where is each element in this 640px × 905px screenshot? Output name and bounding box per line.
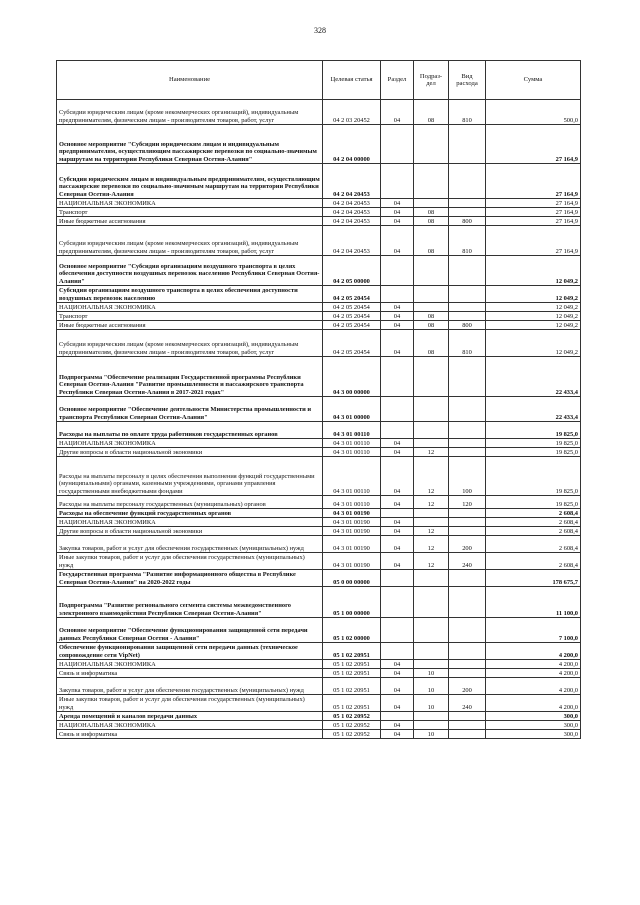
cell-name: Закупка товаров, работ и услуг для обеспечения государственных (муниципальных) нужд xyxy=(57,678,323,695)
cell-name: НАЦИОНАЛЬНАЯ ЭКОНОМИКА xyxy=(57,721,323,730)
cell-expense-type: 200 xyxy=(449,536,486,553)
cell-expense-type: 810 xyxy=(449,100,486,125)
cell-sum: 22 433,4 xyxy=(486,357,581,397)
cell-name: Иные закупки товаров, работ и услуг для обеспечения государственных (муниципальных) нужд xyxy=(57,695,323,712)
cell-expense-type xyxy=(449,570,486,587)
cell-sum: 27 164,9 xyxy=(486,199,581,208)
cell-expense-type xyxy=(449,587,486,618)
cell-name: НАЦИОНАЛЬНАЯ ЭКОНОМИКА xyxy=(57,660,323,669)
cell-subsection: 10 xyxy=(414,695,449,712)
cell-subsection xyxy=(414,397,449,422)
table-body xyxy=(57,100,581,739)
cell-sum: 11 100,0 xyxy=(486,587,581,618)
table-row xyxy=(57,321,581,330)
cell-target: 04 2 05 20454 xyxy=(323,312,381,321)
cell-name: Связь и информатика xyxy=(57,669,323,678)
cell-sum: 2 608,4 xyxy=(486,527,581,536)
budget-table xyxy=(56,60,581,739)
cell-target: 04 2 04 20453 xyxy=(323,217,381,226)
cell-section: 04 xyxy=(381,303,414,312)
cell-sum: 12 049,2 xyxy=(486,312,581,321)
cell-target: 05 1 02 20951 xyxy=(323,669,381,678)
table-row xyxy=(57,721,581,730)
cell-section xyxy=(381,422,414,439)
table-row xyxy=(57,553,581,570)
cell-sum: 300,0 xyxy=(486,721,581,730)
table-row xyxy=(57,695,581,712)
table-row xyxy=(57,217,581,226)
table-row xyxy=(57,208,581,217)
cell-sum: 12 049,2 xyxy=(486,286,581,303)
cell-section: 04 xyxy=(381,100,414,125)
cell-expense-type xyxy=(449,286,486,303)
cell-sum: 2 608,4 xyxy=(486,536,581,553)
header-expense-type: Вид расхода xyxy=(449,61,486,100)
cell-target: 04 3 01 00110 xyxy=(323,439,381,448)
cell-expense-type xyxy=(449,712,486,721)
cell-expense-type xyxy=(449,439,486,448)
cell-sum: 19 825,0 xyxy=(486,422,581,439)
cell-sum: 300,0 xyxy=(486,712,581,721)
cell-target: 04 2 05 00000 xyxy=(323,256,381,286)
cell-sum: 2 608,4 xyxy=(486,518,581,527)
cell-sum: 300,0 xyxy=(486,730,581,739)
table-row xyxy=(57,164,581,199)
cell-name: Основное мероприятие "Обеспечение функционирования защищенной сети передачи данных Республики Северная Осетия - Алания" xyxy=(57,618,323,643)
cell-name: Основное мероприятие "Субсидии юридическим лицам и индивидуальным предпринимателям, осуществляющим пассажирские перевозки по социально-значимым маршрутам на территории Республики Северная Осетия-Алания" xyxy=(57,125,323,164)
cell-target: 04 2 04 20453 xyxy=(323,199,381,208)
cell-expense-type xyxy=(449,721,486,730)
cell-subsection xyxy=(414,422,449,439)
table-row xyxy=(57,457,581,496)
cell-sum: 27 164,9 xyxy=(486,164,581,199)
table-row xyxy=(57,357,581,397)
cell-name: Подпрограмма "Обеспечение реализации Государственной программы Республики Северная Осетия-Алания "Развитие промышленности и пассажирского транспорта Республики Северная Осетия-Алания в 2017-2021 годах" xyxy=(57,357,323,397)
cell-subsection xyxy=(414,587,449,618)
table-row xyxy=(57,730,581,739)
cell-sum: 19 825,0 xyxy=(486,439,581,448)
cell-section: 04 xyxy=(381,536,414,553)
cell-section: 04 xyxy=(381,730,414,739)
table-row xyxy=(57,536,581,553)
cell-name: Транспорт xyxy=(57,312,323,321)
cell-expense-type: 120 xyxy=(449,496,486,509)
cell-section xyxy=(381,125,414,164)
cell-subsection xyxy=(414,303,449,312)
cell-name: Расходы на выплаты персоналу в целях обеспечения выполнения функций государственными (муниципальными) органами, казенными учреждениями, органами управления государственными внебюджетными фондами xyxy=(57,457,323,496)
cell-target: 04 2 05 20454 xyxy=(323,321,381,330)
cell-subsection xyxy=(414,643,449,660)
cell-sum: 22 433,4 xyxy=(486,397,581,422)
cell-subsection: 08 xyxy=(414,330,449,357)
cell-subsection: 12 xyxy=(414,496,449,509)
cell-target: 04 3 01 00110 xyxy=(323,448,381,457)
cell-sum: 4 200,0 xyxy=(486,669,581,678)
cell-expense-type xyxy=(449,730,486,739)
cell-subsection: 08 xyxy=(414,312,449,321)
page-number: 328 xyxy=(314,26,326,35)
cell-target: 04 3 01 00190 xyxy=(323,518,381,527)
cell-name: Государственная программа "Развитие информационного общества в Республике Северная Осетия-Алания" на 2020-2022 годы xyxy=(57,570,323,587)
cell-sum: 178 675,7 xyxy=(486,570,581,587)
cell-expense-type xyxy=(449,422,486,439)
cell-section: 04 xyxy=(381,199,414,208)
table-row xyxy=(57,527,581,536)
cell-sum: 4 200,0 xyxy=(486,643,581,660)
cell-section: 04 xyxy=(381,448,414,457)
cell-name: Связь и информатика xyxy=(57,730,323,739)
cell-sum: 12 049,2 xyxy=(486,321,581,330)
cell-name: Другие вопросы в области национальной экономики xyxy=(57,527,323,536)
cell-section xyxy=(381,618,414,643)
cell-sum: 4 200,0 xyxy=(486,695,581,712)
cell-subsection xyxy=(414,570,449,587)
header-section: Раздел xyxy=(381,61,414,100)
cell-section: 04 xyxy=(381,721,414,730)
table-row xyxy=(57,397,581,422)
cell-name: НАЦИОНАЛЬНАЯ ЭКОНОМИКА xyxy=(57,303,323,312)
cell-subsection: 10 xyxy=(414,669,449,678)
cell-target: 05 1 00 00000 xyxy=(323,587,381,618)
cell-target: 04 3 01 00110 xyxy=(323,457,381,496)
cell-section: 04 xyxy=(381,439,414,448)
table-row xyxy=(57,312,581,321)
cell-target: 04 3 01 00190 xyxy=(323,536,381,553)
cell-expense-type xyxy=(449,509,486,518)
cell-sum: 27 164,9 xyxy=(486,217,581,226)
cell-subsection xyxy=(414,164,449,199)
cell-section: 04 xyxy=(381,457,414,496)
cell-name: Основное мероприятие "Обеспечение деятельности Министерства промышленности и транспорта Республики Северная Осетия-Алания" xyxy=(57,397,323,422)
header-subsection: Подраз-дел xyxy=(414,61,449,100)
cell-section: 04 xyxy=(381,660,414,669)
cell-target: 05 1 02 20952 xyxy=(323,730,381,739)
cell-target: 04 2 05 20454 xyxy=(323,286,381,303)
cell-subsection xyxy=(414,721,449,730)
cell-section: 04 xyxy=(381,695,414,712)
header-sum: Сумма xyxy=(486,61,581,100)
cell-section xyxy=(381,286,414,303)
cell-section xyxy=(381,256,414,286)
cell-subsection xyxy=(414,518,449,527)
cell-subsection xyxy=(414,439,449,448)
cell-subsection: 08 xyxy=(414,321,449,330)
cell-subsection xyxy=(414,256,449,286)
cell-subsection xyxy=(414,125,449,164)
cell-target: 05 1 02 00000 xyxy=(323,618,381,643)
cell-target: 04 3 01 00190 xyxy=(323,527,381,536)
cell-section xyxy=(381,164,414,199)
cell-subsection xyxy=(414,660,449,669)
cell-section xyxy=(381,357,414,397)
table-row xyxy=(57,669,581,678)
table-row xyxy=(57,448,581,457)
cell-expense-type: 810 xyxy=(449,330,486,357)
table-row xyxy=(57,660,581,669)
cell-expense-type xyxy=(449,527,486,536)
cell-section: 04 xyxy=(381,496,414,509)
cell-target: 04 2 04 20453 xyxy=(323,164,381,199)
cell-expense-type xyxy=(449,660,486,669)
cell-target: 04 2 04 20453 xyxy=(323,226,381,256)
cell-name: Подпрограмма "Развитие регионального сегмента системы межведомственного электронного взаимодействия Республики Северная Осетия-Алания" xyxy=(57,587,323,618)
cell-target: 04 3 01 00110 xyxy=(323,496,381,509)
cell-expense-type xyxy=(449,312,486,321)
table-row xyxy=(57,303,581,312)
cell-target: 05 1 02 20952 xyxy=(323,721,381,730)
table-row xyxy=(57,125,581,164)
cell-name: Транспорт xyxy=(57,208,323,217)
cell-sum: 12 049,2 xyxy=(486,256,581,286)
table-row xyxy=(57,618,581,643)
cell-section: 04 xyxy=(381,208,414,217)
cell-subsection: 08 xyxy=(414,226,449,256)
table-row xyxy=(57,587,581,618)
cell-target: 04 2 05 20454 xyxy=(323,330,381,357)
cell-subsection: 08 xyxy=(414,208,449,217)
cell-section: 04 xyxy=(381,518,414,527)
cell-expense-type xyxy=(449,208,486,217)
cell-name: Другие вопросы в области национальной экономики xyxy=(57,448,323,457)
cell-sum: 2 608,4 xyxy=(486,553,581,570)
cell-name: Расходы на выплаты по оплате труда работников государственных органов xyxy=(57,422,323,439)
cell-name: НАЦИОНАЛЬНАЯ ЭКОНОМИКА xyxy=(57,439,323,448)
cell-section xyxy=(381,397,414,422)
cell-name: Иные бюджетные ассигнования xyxy=(57,217,323,226)
cell-name: Аренда помещений и каналов передачи данных xyxy=(57,712,323,721)
table-row xyxy=(57,286,581,303)
cell-sum: 12 049,2 xyxy=(486,330,581,357)
cell-name: Основное мероприятие "Субсидия организациям воздушного транспорта в целях обеспечения доступности воздушных перевозок населению Республики Северная Осетия-Алания" xyxy=(57,256,323,286)
cell-expense-type xyxy=(449,669,486,678)
cell-expense-type xyxy=(449,357,486,397)
cell-subsection xyxy=(414,286,449,303)
table-row xyxy=(57,439,581,448)
cell-name: Расходы на обеспечение функций государственных органов xyxy=(57,509,323,518)
cell-sum: 4 200,0 xyxy=(486,678,581,695)
cell-expense-type: 800 xyxy=(449,217,486,226)
cell-section: 04 xyxy=(381,226,414,256)
cell-expense-type: 200 xyxy=(449,678,486,695)
table-row xyxy=(57,518,581,527)
cell-expense-type xyxy=(449,125,486,164)
cell-subsection: 12 xyxy=(414,527,449,536)
header-name: Наименование xyxy=(57,61,323,100)
cell-section xyxy=(381,643,414,660)
cell-expense-type xyxy=(449,448,486,457)
cell-sum: 19 825,0 xyxy=(486,448,581,457)
cell-sum: 27 164,9 xyxy=(486,125,581,164)
cell-name: НАЦИОНАЛЬНАЯ ЭКОНОМИКА xyxy=(57,199,323,208)
cell-expense-type xyxy=(449,256,486,286)
cell-sum: 2 608,4 xyxy=(486,509,581,518)
cell-expense-type: 240 xyxy=(449,695,486,712)
cell-target: 04 2 05 20454 xyxy=(323,303,381,312)
cell-subsection: 08 xyxy=(414,217,449,226)
cell-name: Субсидии юридическим лицам (кроме некоммерческих организаций), индивидуальным предпринимателям, физическим лицам - производителям товаров, работ, услуг xyxy=(57,330,323,357)
cell-target: 04 3 01 00190 xyxy=(323,553,381,570)
table-row xyxy=(57,199,581,208)
cell-target: 05 1 02 20952 xyxy=(323,712,381,721)
cell-target: 05 1 02 20951 xyxy=(323,695,381,712)
cell-target: 04 3 00 00000 xyxy=(323,357,381,397)
cell-subsection: 12 xyxy=(414,536,449,553)
cell-section: 04 xyxy=(381,217,414,226)
cell-section xyxy=(381,712,414,721)
cell-name: Субсидии организациям воздушного транспорта в целях обеспечения доступности воздушных перевозок населению xyxy=(57,286,323,303)
cell-target: 04 2 03 20452 xyxy=(323,100,381,125)
cell-section: 04 xyxy=(381,321,414,330)
cell-sum: 12 049,2 xyxy=(486,303,581,312)
cell-section: 04 xyxy=(381,330,414,357)
table-row xyxy=(57,226,581,256)
table-row xyxy=(57,509,581,518)
cell-expense-type xyxy=(449,618,486,643)
cell-subsection xyxy=(414,712,449,721)
table-row xyxy=(57,496,581,509)
cell-section: 04 xyxy=(381,312,414,321)
cell-sum: 27 164,9 xyxy=(486,226,581,256)
cell-section xyxy=(381,509,414,518)
table-row xyxy=(57,100,581,125)
table-row xyxy=(57,422,581,439)
cell-name: Иные закупки товаров, работ и услуг для обеспечения государственных (муниципальных) нужд xyxy=(57,553,323,570)
cell-section: 04 xyxy=(381,669,414,678)
cell-target: 05 0 00 00000 xyxy=(323,570,381,587)
cell-name: НАЦИОНАЛЬНАЯ ЭКОНОМИКА xyxy=(57,518,323,527)
cell-target: 04 2 04 00000 xyxy=(323,125,381,164)
cell-subsection xyxy=(414,618,449,643)
cell-expense-type xyxy=(449,397,486,422)
table-row xyxy=(57,643,581,660)
cell-name: Иные бюджетные ассигнования xyxy=(57,321,323,330)
cell-sum: 19 825,0 xyxy=(486,496,581,509)
cell-target: 04 2 04 20453 xyxy=(323,208,381,217)
cell-expense-type xyxy=(449,164,486,199)
cell-subsection: 10 xyxy=(414,678,449,695)
cell-name: Обеспечение функционирования защищенной сети передачи данных (техническое сопровождение сети VipNet) xyxy=(57,643,323,660)
cell-subsection xyxy=(414,199,449,208)
cell-sum: 4 200,0 xyxy=(486,660,581,669)
cell-expense-type: 800 xyxy=(449,321,486,330)
cell-subsection xyxy=(414,509,449,518)
table-row xyxy=(57,330,581,357)
cell-section: 04 xyxy=(381,678,414,695)
cell-expense-type xyxy=(449,199,486,208)
cell-expense-type: 810 xyxy=(449,226,486,256)
cell-subsection: 10 xyxy=(414,730,449,739)
cell-subsection: 12 xyxy=(414,457,449,496)
cell-target: 04 3 01 00000 xyxy=(323,397,381,422)
cell-subsection: 12 xyxy=(414,553,449,570)
cell-name: Субсидии юридическим лицам (кроме некоммерческих организаций), индивидуальным предпринимателям, физическим лицам - производителям товаров, работ, услуг xyxy=(57,100,323,125)
cell-name: Расходы на выплаты персоналу государственных (муниципальных) органов xyxy=(57,496,323,509)
table-row xyxy=(57,712,581,721)
cell-expense-type xyxy=(449,643,486,660)
cell-target: 05 1 02 20951 xyxy=(323,678,381,695)
cell-target: 04 3 01 00190 xyxy=(323,509,381,518)
cell-expense-type xyxy=(449,303,486,312)
cell-target: 04 3 01 00110 xyxy=(323,422,381,439)
table-row xyxy=(57,678,581,695)
cell-subsection: 08 xyxy=(414,100,449,125)
cell-section xyxy=(381,570,414,587)
cell-name: Закупка товаров, работ и услуг для обеспечения государственных (муниципальных) нужд xyxy=(57,536,323,553)
cell-sum: 27 164,9 xyxy=(486,208,581,217)
cell-name: Субсидии юридическим лицам и индивидуальным предпринимателям, осуществляющим пассажирские перевозки по социально-значимым маршрутам на территории Республики Северная Осетия-Алания xyxy=(57,164,323,199)
cell-subsection: 12 xyxy=(414,448,449,457)
table-row xyxy=(57,256,581,286)
cell-expense-type: 240 xyxy=(449,553,486,570)
cell-sum: 19 825,0 xyxy=(486,457,581,496)
cell-sum: 500,0 xyxy=(486,100,581,125)
cell-section: 04 xyxy=(381,553,414,570)
table-row xyxy=(57,570,581,587)
cell-sum: 7 100,0 xyxy=(486,618,581,643)
cell-section: 04 xyxy=(381,527,414,536)
header-target: Целевая статья xyxy=(323,61,381,100)
table-header-row xyxy=(57,61,581,100)
cell-subsection xyxy=(414,357,449,397)
cell-section xyxy=(381,587,414,618)
cell-target: 05 1 02 20951 xyxy=(323,660,381,669)
cell-expense-type xyxy=(449,518,486,527)
cell-name: Субсидии юридическим лицам (кроме некоммерческих организаций), индивидуальным предпринимателям, физическим лицам - производителям товаров, работ, услуг xyxy=(57,226,323,256)
cell-expense-type: 100 xyxy=(449,457,486,496)
cell-target: 05 1 02 20951 xyxy=(323,643,381,660)
